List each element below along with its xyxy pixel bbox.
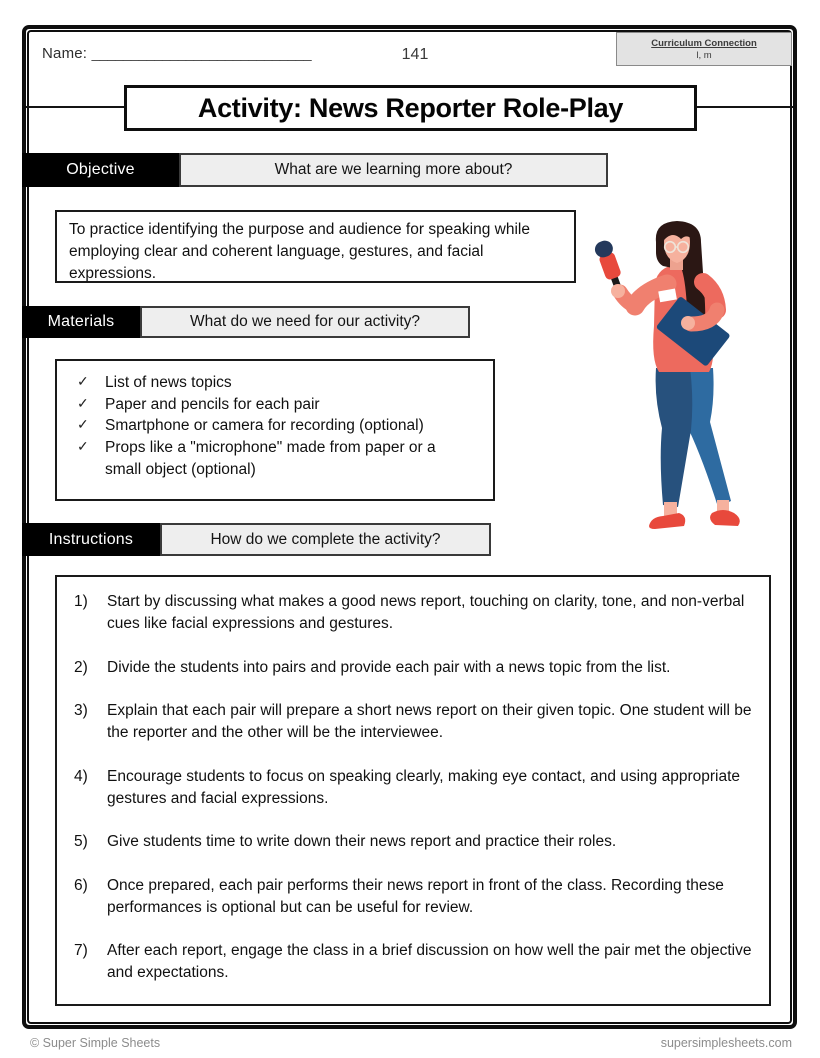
instructions-section-label: Instructions [22,523,160,556]
objective-question: What are we learning more about? [179,153,608,187]
materials-list-box [55,359,495,501]
checkmark-icon: ✓ [77,416,89,433]
objective-section-label: Objective [22,153,179,187]
curriculum-connection-codes: l, m [696,49,712,61]
step-text: Explain that each pair will prepare a short news report on their given topic. One student will be the reporter and the other will be the interviewee. [107,702,752,741]
instructions-question: How do we complete the activity? [160,523,491,556]
materials-question: What do we need for our activity? [140,306,470,338]
step-number: 6) [74,876,88,894]
step-text: Start by discussing what makes a good news report, touching on clarity, tone, and non-verbal cues like facial expressions and gestures. [107,593,745,632]
material-item [69,372,453,394]
instruction-step [69,875,755,919]
name-row [42,45,311,62]
material-item-text: List of news topics [105,374,232,391]
instruction-step [69,657,755,679]
material-item-text: Props like a "microphone" made from paper or a small object (optional) [105,439,436,478]
reporter-front-leg [656,368,693,507]
checkmark-icon: ✓ [77,394,89,411]
news-reporter-illustration [593,218,798,538]
instructions-list-box [55,575,771,1006]
material-item [69,394,453,416]
page-number: 141 [401,46,429,63]
step-number: 1) [74,593,88,610]
footer-copyright: © Super Simple Sheets [30,1036,161,1050]
name-blank-line: ____________________________ [91,45,312,62]
materials-section-label: Materials [22,306,140,338]
step-number: 3) [74,702,88,719]
checkmark-icon: ✓ [77,373,89,389]
step-number: 7) [74,942,88,959]
instruction-step [69,591,755,635]
curriculum-connection-title: Curriculum Connection [651,37,757,49]
material-item-text: Paper and pencils for each pair [105,395,320,413]
objective-text-box [55,210,576,283]
step-text: Encourage students to focus on speaking clearly, making eye contact, and using appropriate gestures and facial expressions. [107,767,741,807]
instruction-step [69,831,755,853]
footer-website: supersimplesheets.com [660,1036,792,1050]
step-text: After each report, engage the class in a brief discussion on how well the pair met the objective and expectations. [107,942,752,981]
curriculum-connection-box [616,32,792,66]
step-number: 2) [74,658,88,676]
instruction-step [69,940,755,984]
step-number: 4) [74,767,88,785]
instruction-step [69,700,755,744]
material-item [69,437,453,480]
reporter-hand [681,316,695,330]
objective-text: To practice identifying the purpose and audience for speaking while employing clear and coherent language, gestures, and facial expressions. [69,221,530,282]
reporter-shoe [710,510,740,526]
step-text: Divide the students into pairs and provide each pair with a news topic from the list. [107,658,671,676]
material-item [69,415,453,437]
material-item-text: Smartphone or camera for recording (optional) [105,417,424,435]
page-title: Activity: News Reporter Role-Play [124,85,697,131]
step-number: 5) [74,833,88,850]
step-text: Give students time to write down their news report and practice their roles. [107,833,617,850]
reporter-shoe [649,513,685,529]
checkmark-icon: ✓ [77,438,89,455]
instruction-step [69,766,755,810]
reporter-hand [611,284,625,298]
step-text: Once prepared, each pair performs their news report in front of the class. Recording these performances is optional but can be useful for review. [107,876,724,916]
name-label: Name: [42,45,88,62]
